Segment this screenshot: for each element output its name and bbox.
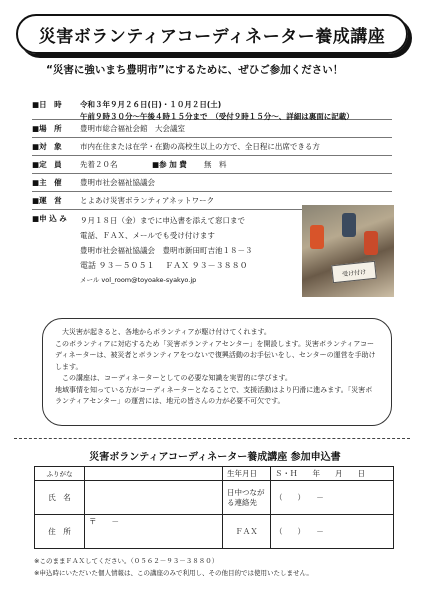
- info-row-host: [32, 174, 392, 192]
- info-row-capacity: [32, 156, 392, 174]
- time-value: 午前９時３０分～午後４時１５分まで （受付９時１５分～、詳細は裏面に記載）: [80, 112, 354, 121]
- host-value: 豊明市社会福祉協議会: [80, 178, 155, 187]
- reception-sign: 受け付け: [331, 261, 377, 284]
- operator-value: とよあけ災害ボランティアネットワーク: [80, 196, 215, 205]
- tagline: “災害に強いまち豊明市”にするために、ぜひご参加ください！: [46, 64, 344, 76]
- fax-note: ※このままＦＡＸしてください。（０５６２－９３－３８８０）: [34, 557, 219, 565]
- description-text: 大災害が起きると、各地からボランティアが駆け付けてくれます。: [62, 328, 271, 336]
- fee-label: ■参 加 費: [152, 160, 187, 169]
- address-field[interactable]: [85, 515, 223, 549]
- birth-label: 生年月日: [223, 467, 271, 481]
- info-row-date: [32, 96, 392, 120]
- description-text: 地域事情を知っている方がコーディネーターとなることで、支援活動はより円滑に進みます。「災害ボランティアセンター」の運営には、地元の皆さんの力が必要不可欠です。: [55, 385, 373, 405]
- apply-phone-fax: 電話 ９３－５０５１ ＦＡＸ ９３－３８８０: [80, 261, 248, 270]
- info-label: ■申 込 み: [32, 214, 67, 223]
- info-label: ■場 所: [32, 124, 62, 133]
- volunteer-figure: [364, 231, 378, 255]
- info-label: ■定 員: [32, 160, 62, 169]
- day-contact-field[interactable]: （ ） －: [271, 481, 394, 515]
- address-label: 住 所: [35, 515, 85, 549]
- name-label: 氏 名: [35, 481, 85, 515]
- volunteer-figure: [342, 213, 356, 237]
- page-title: 災害ボランティアコーディネーター養成講座: [38, 26, 386, 47]
- info-row-place: [32, 120, 392, 138]
- apply-address: 豊明市社会福祉協議会 豊明市新田町吉池１８－３: [80, 246, 253, 255]
- postal-mark: 〒 －: [89, 517, 119, 526]
- name-field[interactable]: [85, 481, 223, 515]
- apply-deadline: ９月１８日（金）までに申込書を添えて窓口まで: [80, 216, 245, 225]
- day-contact-label: 日中つながる連絡先: [223, 481, 271, 515]
- info-label: ■対 象: [32, 142, 62, 151]
- info-label: ■運 営: [32, 196, 62, 205]
- fax-field[interactable]: （ ） －: [271, 515, 394, 549]
- volunteer-photo: [302, 205, 394, 297]
- furigana-field[interactable]: [85, 467, 223, 481]
- furigana-label: ふりがな: [35, 467, 85, 481]
- capacity-value: 先着２０名: [80, 160, 118, 169]
- place-value: 豊明市総合福祉会館 大会議室: [80, 124, 185, 133]
- fax-label: ＦＡＸ: [223, 515, 271, 549]
- volunteer-figure: [310, 225, 324, 249]
- description-box: [42, 318, 392, 426]
- apply-methods: 電話、ＦＡＸ、メールでも受け付けます: [80, 231, 215, 240]
- application-form: [34, 466, 394, 549]
- apply-email: メール vol_room@toyoake-syakyo.jp: [80, 276, 197, 284]
- cut-line: [14, 438, 410, 439]
- fee-value: 無 料: [204, 160, 227, 169]
- info-row-target: [32, 138, 392, 156]
- info-label: ■日 時: [32, 100, 62, 109]
- form-title: 災害ボランティアコーディネーター養成講座 参加申込書: [89, 452, 341, 463]
- description-text: このボランティアに対応するため「災害ボランティアセンター」を開設します。災害ボランティアコーディネーターは、被災者とボランティアをつないで復興活動のお手伝いをし、センターの運営を手助けします。: [55, 339, 376, 371]
- info-label: ■主 催: [32, 178, 62, 187]
- title-banner: [16, 14, 408, 54]
- target-value: 市内在住または在学・在勤の高校生以上の方で、全日程に出席できる方: [80, 142, 320, 151]
- birth-field[interactable]: Ｓ・Ｈ 年 月 日: [271, 467, 394, 481]
- privacy-note: ※申込時にいただいた個人情報は、この講座のみで利用し、その他目的では使用いたしません。: [34, 569, 313, 577]
- date-value: 令和３年９月２６日(日)・１０月２日(土): [80, 100, 222, 109]
- description-text: この講座は、コーディネーターとしての必要な知識を実習的に学びます。: [62, 374, 292, 382]
